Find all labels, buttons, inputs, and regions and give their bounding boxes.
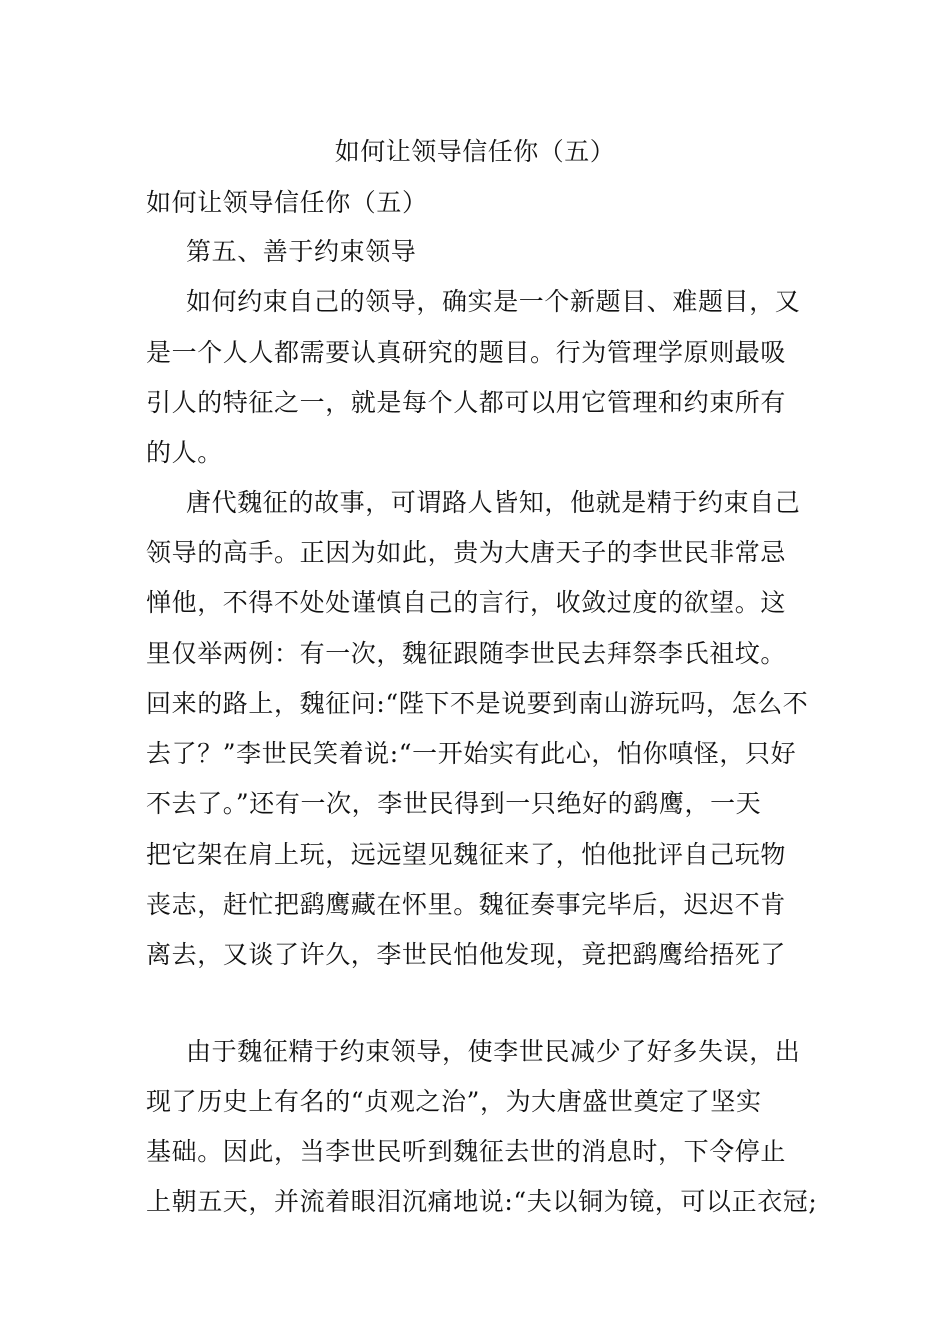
paragraph-line: 现了历史上有名的“贞观之治”，为大唐盛世奠定了坚实 [146,1087,762,1116]
section-heading: 第五、善于约束领导 [186,237,417,266]
paragraph-line: 领导的高手。正因为如此，贵为大唐天子的李世民非常忌 [146,538,787,567]
paragraph-line: 的人。 [146,438,223,467]
paragraph-line: 回来的路上，魏征问:“陛下不是说要到南山游玩吗，怎么不 [146,689,809,718]
paragraph-line: 由于魏征精于约束领导，使李世民减少了好多失误，出 [186,1037,801,1066]
paragraph-line: 如何约束自己的领导，确实是一个新题目、难题目，又 [186,287,801,316]
paragraph-line: 是一个人人都需要认真研究的题目。行为管理学原则最吸 [146,338,787,367]
paragraph-line: 去了？”李世民笑着说:“一开始实有此心，怕你嗔怪，只好 [146,739,797,768]
paragraph-line: 把它架在肩上玩，远远望见魏征来了，怕他批评自己玩物 [146,840,787,869]
paragraph-line: 上朝五天，并流着眼泪沉痛地说:“夫以铜为镜，可以正衣冠; [146,1187,818,1216]
paragraph-line: 丧志，赶忙把鹞鹰藏在怀里。魏征奏事完毕后，迟迟不肯 [146,890,787,919]
document-title: 如何让领导信任你（五） [334,137,616,166]
document-subtitle: 如何让领导信任你（五） [146,188,428,217]
paragraph-line: 惮他，不得不处处谨慎自己的言行，收敛过度的欲望。这 [146,588,787,617]
paragraph-line: 基础。因此，当李世民听到魏征去世的消息时，下令停止 [146,1137,787,1166]
paragraph-line: 离去，又谈了许久，李世民怕他发现，竟把鹞鹰给捂死了 [146,940,787,969]
paragraph-line: 唐代魏征的故事，可谓路人皆知，他就是精于约束自己 [186,488,801,517]
paragraph-line: 里仅举两例：有一次，魏征跟随李世民去拜祭李氏祖坟。 [146,639,787,668]
paragraph-line: 引人的特征之一，就是每个人都可以用它管理和约束所有 [146,388,787,417]
paragraph-line: 不去了。”还有一次，李世民得到一只绝好的鹞鹰，一天 [146,789,762,818]
